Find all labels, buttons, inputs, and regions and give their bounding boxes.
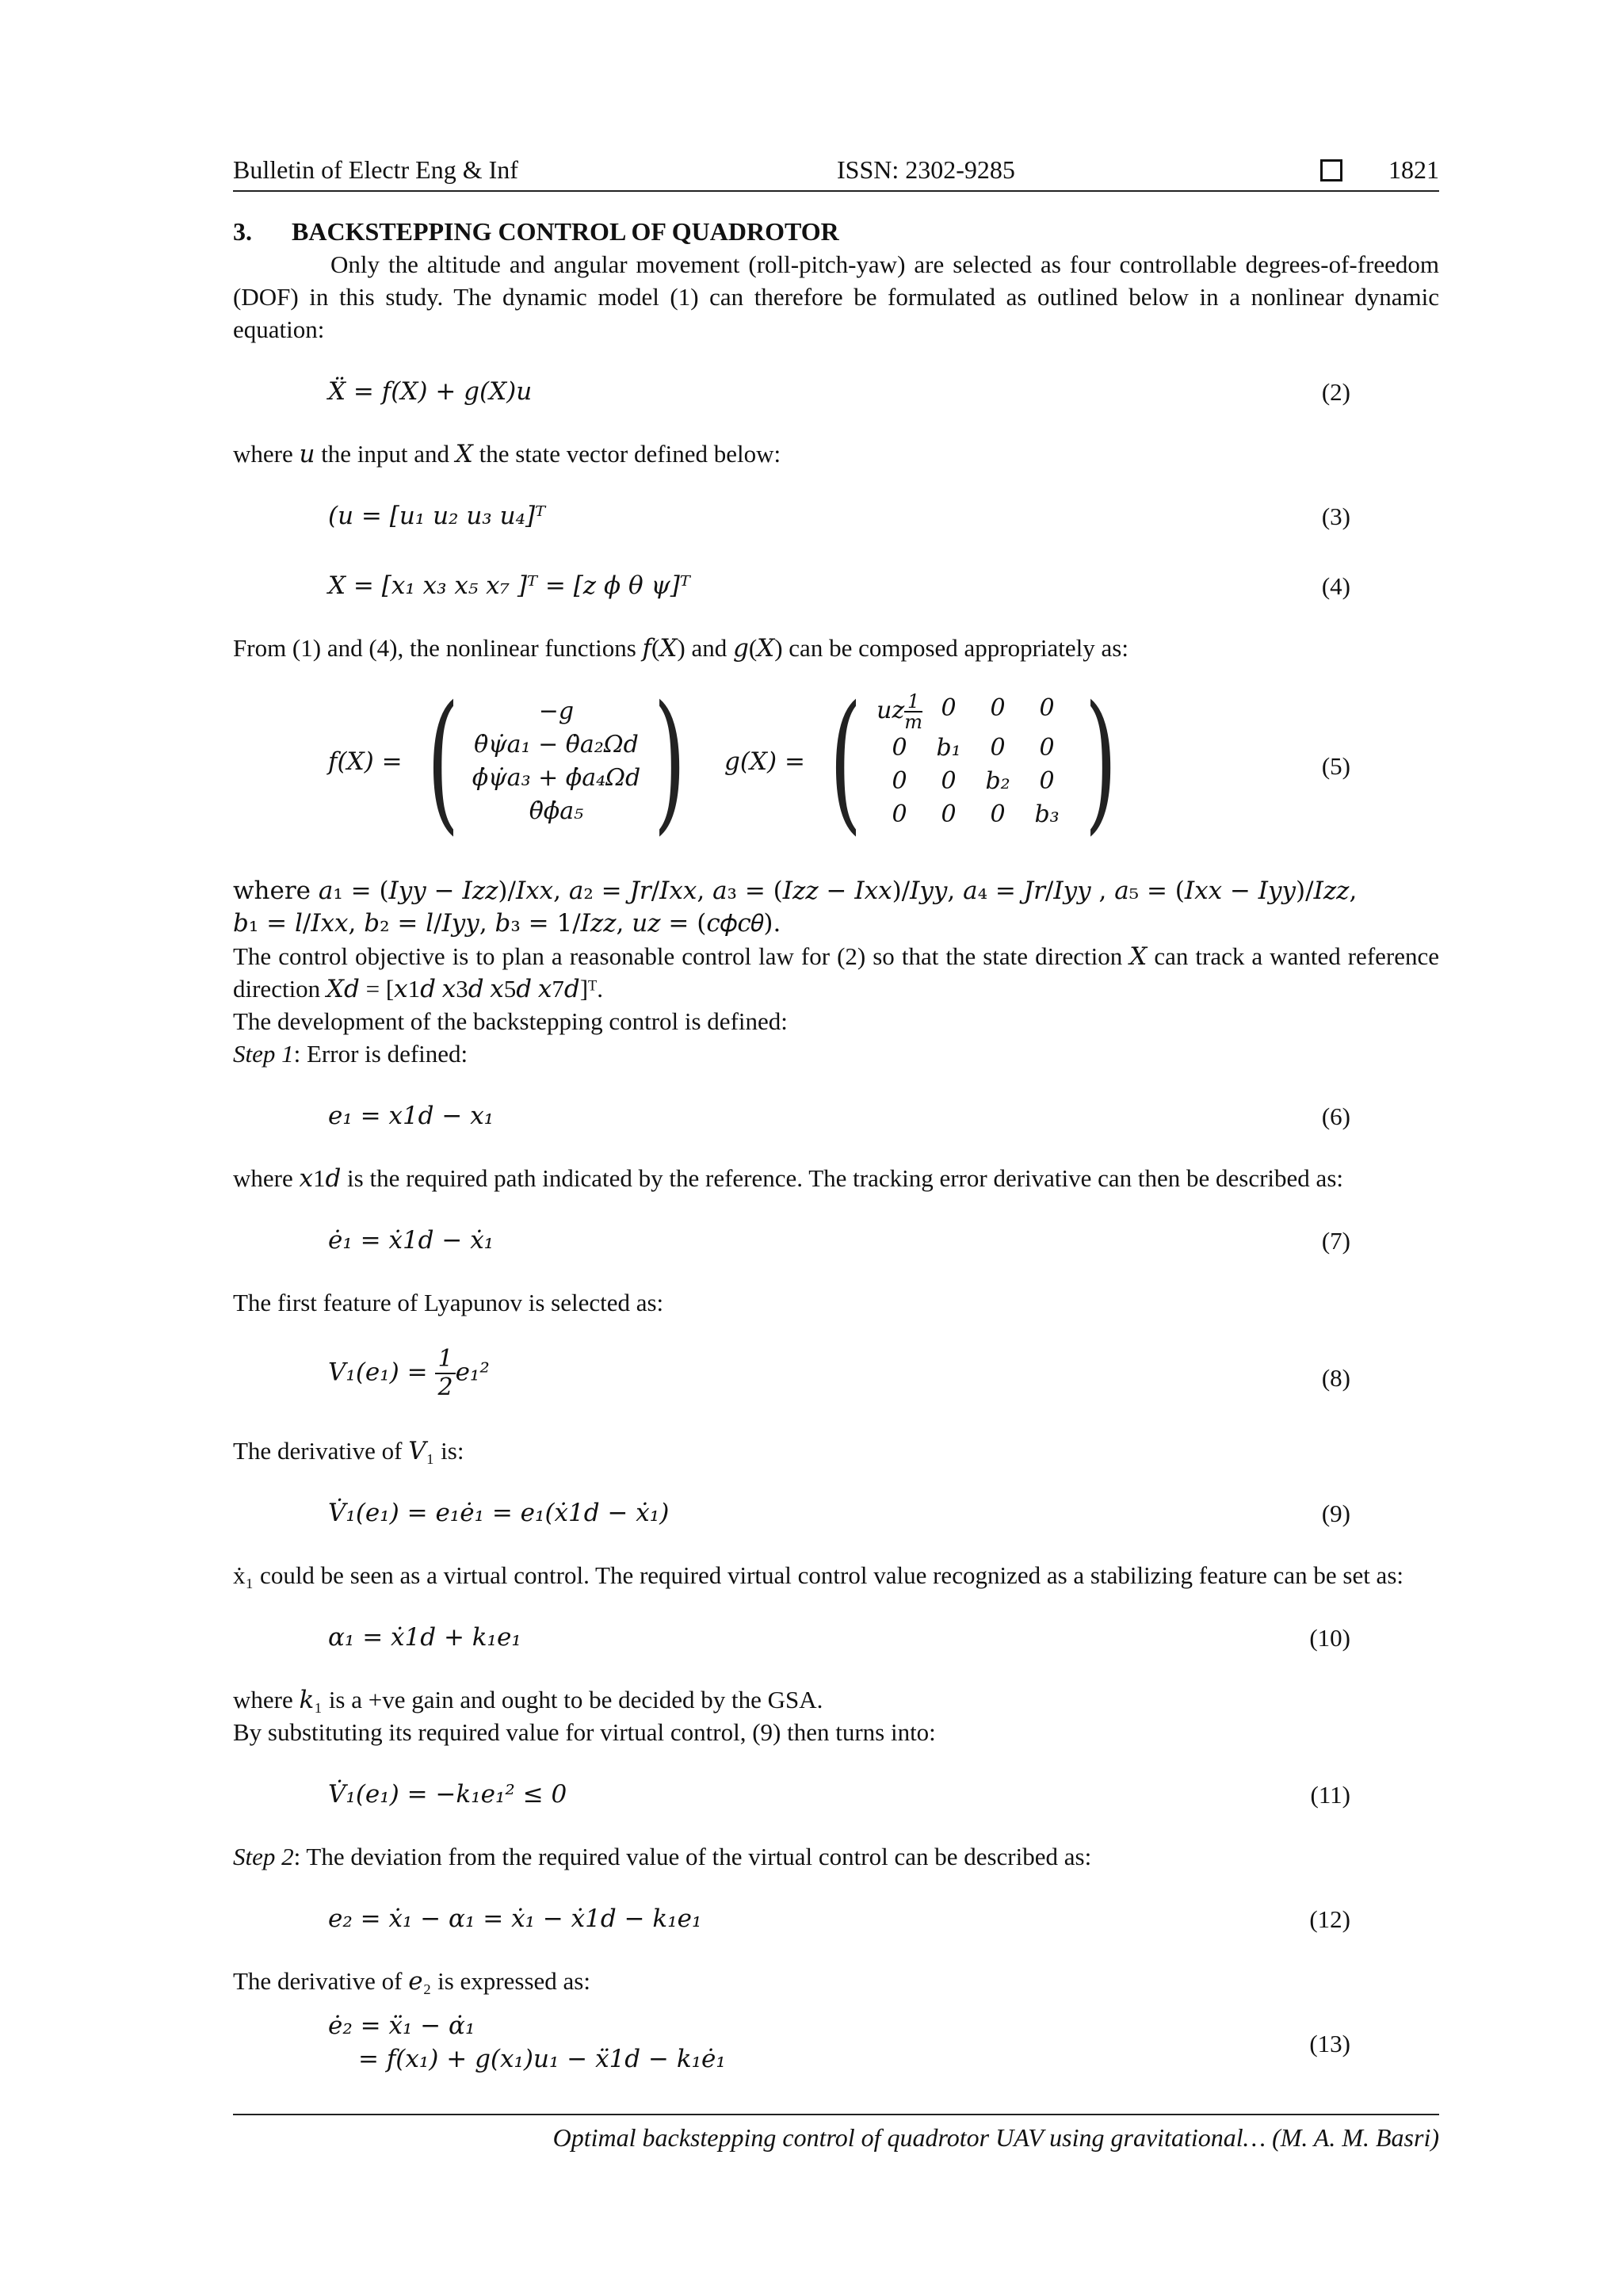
f-column: [472, 695, 641, 828]
equation-3-expression: (𝑢 = [𝑢₁ 𝑢₂ 𝑢₃ 𝑢₄]ᵀ: [328, 502, 546, 530]
equation-8: [233, 1341, 1439, 1412]
g-cell: 𝑏₃: [1034, 800, 1060, 828]
main-content: [233, 216, 1439, 2127]
f-matrix: [328, 674, 699, 849]
g-cell: 0: [1039, 734, 1055, 762]
f-row: −𝑔: [538, 697, 575, 725]
page-footer: [233, 2114, 1439, 2152]
step2-label: Step 2: [233, 1843, 294, 1870]
equation-10: [233, 1614, 1439, 1661]
intro-paragraph: Only the altitude and angular movement (roll-pitch-yaw) are selected as four controllable degrees-of-freedom (DOF) in this study. The dynamic model (1) can therefore be formulated as outlined below in a nonlinear dynamic equation:: [233, 250, 1439, 343]
substituting-text: By substituting its required value for virtual control, (9) then turns into:: [233, 1718, 936, 1746]
equation-6-expression: 𝑒₁ = 𝑥1𝑑 − 𝑥₁: [328, 1102, 495, 1130]
equation-5-number: (5): [1321, 752, 1350, 780]
g-cell: 𝑏₂: [985, 767, 1010, 795]
equation-12: [233, 1895, 1439, 1943]
equation-4-expression: 𝑋 = [𝑥₁ 𝑥₃ 𝑥₅ 𝑥₇ ]ᵀ = [𝑧 𝜙 𝜃 𝜓]ᵀ: [328, 571, 690, 600]
g-cell: 0: [990, 734, 1006, 762]
equation-13-line2: = 𝑓(𝑥₁) + 𝑔(𝑥₁)𝑢₁ − ẍ1𝑑 − 𝑘₁ė₁: [358, 2045, 726, 2073]
g-cell: 0: [892, 800, 907, 828]
section-number: 3.: [233, 217, 252, 246]
page-header: [233, 151, 1439, 192]
equation-10-number: (10): [1309, 1624, 1350, 1652]
equation-8-expression: 𝑉₁(𝑒₁) = $\frac{1}{2}$ 𝑒₁²: [328, 1345, 490, 1401]
where-k1-text: where 𝑘₁ is a +ve gain and ought to be decided by the GSA.: [233, 1686, 823, 1713]
f-row: ϕ̇ψ̇𝑎₃ + ϕ̇𝑎₄Ω𝑑: [472, 764, 641, 792]
where-u-text: where 𝑢 the input and 𝑋 the state vector defined below:: [233, 440, 781, 468]
equation-6: [233, 1092, 1439, 1140]
g-cell: 0: [990, 694, 1006, 722]
issn: ISSN: 2302-9285: [837, 155, 1015, 184]
g-cell: 0: [941, 767, 957, 795]
equation-3-number: (3): [1321, 502, 1350, 530]
journal-name: Bulletin of Electr Eng & Inf: [233, 155, 518, 184]
derivative-v1-text: The derivative of 𝑉₁ is:: [233, 1437, 464, 1465]
g-cell: 0: [1039, 767, 1055, 795]
g-cell-uz: 𝑢𝑧 $\frac{1}{\text{𝑚}}$: [876, 690, 923, 733]
step2-body: : The deviation from the required value of the virtual control can be described as:: [293, 1843, 1092, 1870]
equation-10-expression: 𝛼₁ = ẋ1𝑑 + 𝑘₁𝑒₁: [328, 1623, 521, 1652]
step1-label: Step 1: [233, 1040, 294, 1068]
g-cell: 0: [941, 800, 957, 828]
step2-text: [233, 1840, 1439, 1873]
right-paren-icon: ): [1084, 674, 1117, 849]
g-label: 𝑔(𝑋) =: [724, 747, 805, 776]
equation-9-number: (9): [1321, 1499, 1350, 1527]
equation-4: [233, 562, 1439, 609]
equation-7-expression: ė₁ = ẋ1𝑑 − ẋ₁: [328, 1226, 495, 1255]
equation-6-number: (6): [1321, 1102, 1350, 1130]
g-cell: 0: [892, 734, 907, 762]
equation-9-expression: V̇₁(𝑒₁) = 𝑒₁ė₁ = 𝑒₁(ẋ1𝑑 − ẋ₁): [328, 1499, 670, 1527]
equation-12-number: (12): [1309, 1905, 1350, 1933]
g-cell: 0: [941, 694, 957, 722]
step1-text: [233, 1037, 1439, 1070]
equation-2: [233, 368, 1439, 415]
equation-4-number: (4): [1321, 572, 1350, 600]
equation-9: [233, 1489, 1439, 1537]
left-paren-icon: (: [426, 674, 460, 849]
lyapunov-text: The first feature of Lyapunov is selected as:: [233, 1289, 664, 1316]
page-number-group: [1320, 155, 1439, 185]
equation-11: [233, 1771, 1439, 1818]
right-paren-icon: ): [653, 674, 686, 849]
equation-11-number: (11): [1310, 1781, 1350, 1809]
section-heading: [233, 216, 1439, 248]
f-label: 𝑓(𝑋) =: [328, 747, 403, 776]
virtual-control-text: ẋ₁ could be seen as a virtual control. The required virtual control value recognized as a stabilizing feature can be set as:: [233, 1561, 1403, 1589]
left-paren-icon: (: [829, 674, 862, 849]
equation-8-number: (8): [1321, 1364, 1350, 1392]
equation-12-expression: 𝑒₂ = ẋ₁ − 𝛼₁ = ẋ₁ − ẋ1𝑑 − 𝑘₁𝑒₁: [328, 1904, 702, 1933]
f-row: θ̇ψ̇𝑎₁ − θ̇𝑎₂Ω𝑑: [474, 731, 639, 758]
g-grid: [875, 692, 1071, 831]
equation-13-number: (13): [1309, 2030, 1350, 2057]
development-text: The development of the backstepping control is defined:: [233, 1007, 788, 1035]
section-title: BACKSTEPPING CONTROL OF QUADROTOR: [292, 217, 839, 246]
control-objective-text: The control objective is to plan a reasonable control law for (2) so that the state direction 𝑋 can track a wanted reference direction 𝑋𝑑 = [𝑥1𝑑 𝑥3𝑑 𝑥5𝑑 𝑥7𝑑]ᵀ.: [233, 942, 1439, 1003]
equation-3: [233, 492, 1439, 540]
g-cell: 0: [1039, 694, 1055, 722]
derivative-e2-text: The derivative of 𝑒₂ is expressed as:: [233, 1967, 590, 1995]
g-cell: 0: [990, 800, 1006, 828]
step1-body: : Error is defined:: [293, 1040, 468, 1068]
equation-7: [233, 1217, 1439, 1264]
g-matrix: [724, 674, 1130, 849]
f-row: θ̇ϕ̇𝑎₅: [529, 797, 584, 825]
checkbox-square-icon: [1320, 159, 1342, 181]
equation-2-expression: Ẍ = 𝑓(𝑋) + 𝑔(𝑋)𝑢: [328, 377, 533, 406]
equation-13: [233, 2010, 1439, 2105]
where-x1d-text: where 𝑥1𝑑 is the required path indicated by the reference. The tracking error derivative can then be described as:: [233, 1164, 1343, 1192]
footer-citation: Optimal backstepping control of quadrotor UAV using gravitational… (M. A. M. Basri): [552, 2123, 1439, 2152]
from-1-4-text: From (1) and (4), the nonlinear functions 𝑓(𝑋) and 𝑔(𝑋) can be composed appropriately as:: [233, 634, 1128, 662]
equation-7-number: (7): [1321, 1227, 1350, 1255]
equation-2-number: (2): [1321, 378, 1350, 406]
equation-11-expression: V̇₁(𝑒₁) = −𝑘₁𝑒₁² ≤ 0: [328, 1780, 567, 1809]
equation-5: [233, 674, 1439, 853]
where-a-definitions: where 𝑎₁ = (𝐼𝑦𝑦 − 𝐼𝑧𝑧)/𝐼𝑥𝑥, 𝑎₂ = 𝐽𝑟/𝐼𝑥𝑥, 𝑎₃ = (𝐼𝑧𝑧 − 𝐼𝑥𝑥)/𝐼𝑦𝑦, 𝑎₄ = 𝐽𝑟/𝐼𝑦𝑦 , 𝑎₅ = (𝐼𝑥𝑥 − 𝐼𝑦𝑦)/𝐼𝑧𝑧,: [233, 877, 1358, 905]
g-cell: 0: [892, 767, 907, 795]
where-b-definitions: 𝑏₁ = 𝑙/𝐼𝑥𝑥, 𝑏₂ = 𝑙/𝐼𝑦𝑦, 𝑏₃ = 1/𝐼𝑧𝑧, 𝑢𝑧 = (𝑐𝜙𝑐𝜃).: [233, 909, 781, 938]
equation-13-line1: ė₂ = ẍ₁ − α̇₁: [328, 2011, 475, 2040]
page-number: 1821: [1388, 155, 1439, 184]
g-cell: 𝑏₁: [936, 734, 961, 762]
